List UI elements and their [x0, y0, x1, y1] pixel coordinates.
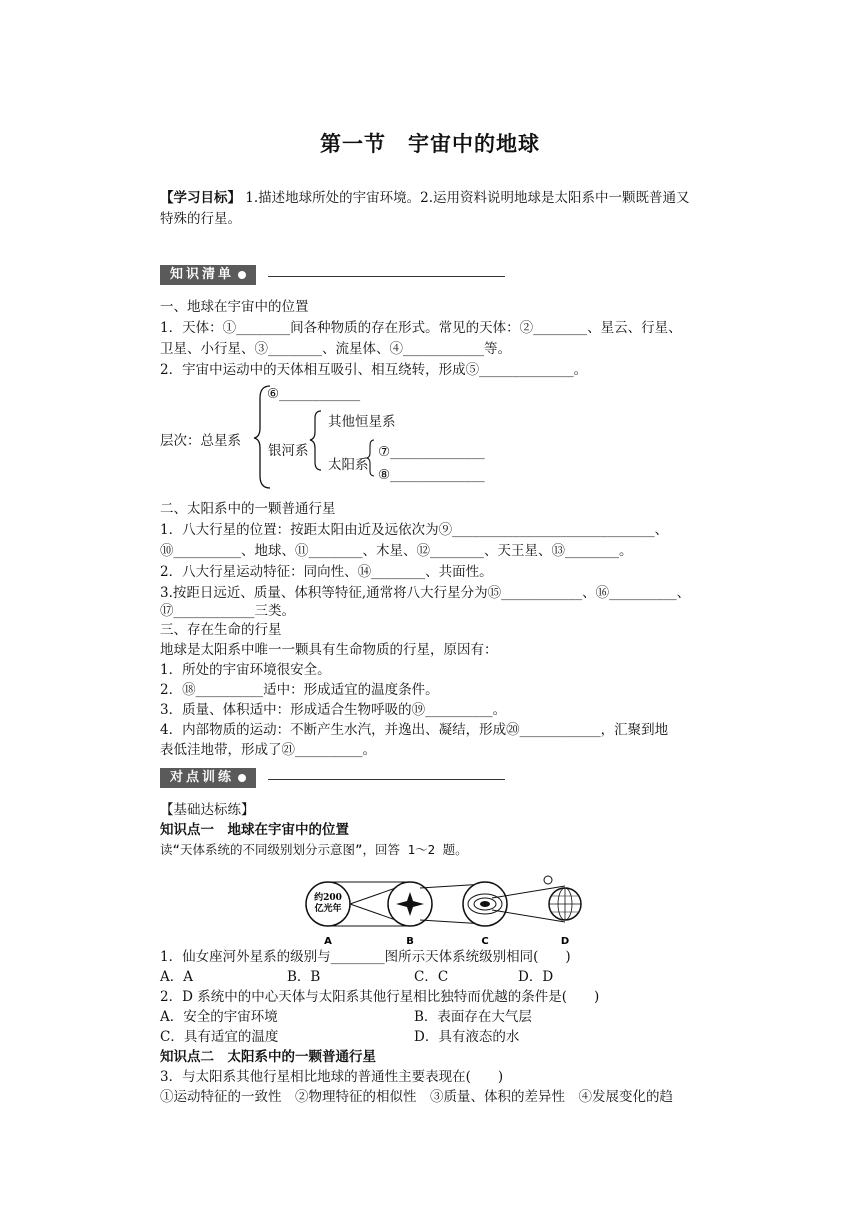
s2-heading: 二、太阳系中的一颗普通行星 — [160, 501, 336, 517]
s3-p2: 2．⑱__________适中：形成适宜的温度条件。 — [160, 682, 439, 698]
section-banner-training-label: 对点训练 — [170, 770, 235, 785]
s2-p2: 2．八大行星运动特征：同向性、⑭________、共面性。 — [160, 564, 493, 580]
objective-text-1: 1.描述地球所处的宇宙环境。2.运用资料说明地球是太阳系中一颗既普通又 — [245, 190, 690, 206]
hierarchy-item-7: ⑦______________ — [378, 444, 485, 460]
s3-p3: 3．质量、体积适中：形成适合生物呼吸的⑲__________。 — [160, 702, 507, 718]
hierarchy-item-8: ⑧______________ — [378, 467, 485, 483]
hierarchy-item-6: ⑥____________ — [267, 386, 361, 402]
bullet-dot-icon — [238, 774, 246, 782]
read-instruction: 读“天体系统的不同级别划分示意图”，回答 1～2 题。 — [160, 842, 468, 857]
section-banner-training — [160, 768, 256, 788]
knowledge-point-1: 知识点一 地球在宇宙中的位置 — [160, 822, 349, 838]
basic-label: 【基础达标练】 — [160, 802, 255, 818]
figure-label-a: A — [324, 936, 332, 947]
figure-text-1: 约200 — [314, 893, 342, 903]
question-2: 2．D 系统中的中心天体与太阳系其他行星相比独特而优越的条件是( ) — [160, 989, 600, 1005]
hierarchy-label: 层次：总星系 — [160, 433, 241, 449]
bullet-dot-icon — [238, 271, 246, 279]
hierarchy-braces — [250, 384, 390, 494]
hierarchy-solar: 太阳系 — [328, 457, 369, 473]
s3-heading: 三、存在生命的行星 — [160, 622, 282, 638]
objective-label: 【学习目标】 — [160, 190, 241, 206]
section-banner-knowledge-label: 知识清单 — [170, 267, 235, 282]
divider — [268, 779, 505, 780]
objective-text-2: 特殊的行星。 — [160, 211, 241, 227]
s3-p4a: 4．内部物质的运动：不断产生水汽，并逸出、凝结，形成⑳____________，汇聚到地 — [160, 722, 669, 738]
s3-p1: 1．所处的宇宙环境很安全。 — [160, 662, 331, 678]
q2-option-d: D．具有液态的水 — [414, 1029, 520, 1045]
celestial-systems-figure — [300, 858, 590, 948]
section-banner-knowledge — [160, 265, 256, 285]
q1-option-c: C．C — [414, 969, 449, 985]
question-3: 3．与太阳系其他行星相比地球的普通性主要表现在( ) — [160, 1069, 504, 1085]
q1-option-b: B．B — [287, 969, 321, 985]
s3-p4b: 表低洼地带，形成了㉑__________。 — [160, 742, 376, 758]
s2-p3a: 3.按距日远近、质量、体积等特征,通常将八大行星分为⑮____________、⑯__________、 — [160, 585, 691, 601]
s1-p2: 2．宇宙中运动中的天体相互吸引、相互绕转，形成⑤______________。 — [160, 362, 588, 378]
s3-intro: 地球是太阳系中唯一一颗具有生命物质的行星，原因有： — [160, 642, 498, 658]
q2-option-c: C．具有适宜的温度 — [160, 1029, 279, 1045]
hierarchy-galaxy: 银河系 — [268, 443, 309, 459]
figure-text-2: 亿光年 — [314, 904, 342, 914]
s2-p3b: ⑰____________三类。 — [160, 603, 295, 619]
page-title: 第一节 宇宙中的地球 — [320, 132, 540, 156]
q1-option-a: A．A — [160, 969, 193, 985]
divider — [268, 276, 505, 277]
s2-p1a: 1．八大行星的位置：按距太阳由近及远依次为⑨______________________________、 — [160, 522, 669, 538]
q2-option-a: A．安全的宇宙环境 — [160, 1009, 278, 1025]
s2-p1b: ⑩__________、地球、⑪________、木星、⑫________、天王星、⑬________。 — [160, 543, 633, 559]
q3-options: ①运动特征的一致性 ②物理特征的相似性 ③质量、体积的差异性 ④发展变化的趋 — [160, 1089, 673, 1105]
objective-line-1 — [160, 188, 690, 208]
figure-label-d: D — [560, 936, 570, 947]
s1-heading: 一、地球在宇宙中的位置 — [160, 299, 309, 315]
q1-option-d: D．D — [518, 969, 554, 985]
s1-p1b: 卫星、小行星、③________、流星体、④____________等。 — [160, 341, 511, 357]
hierarchy-other: 其他恒星系 — [328, 414, 396, 430]
question-1: 1．仙女座河外星系的级别与________图所示天体系统级别相同( ) — [160, 949, 571, 965]
figure-label-c: C — [481, 936, 489, 947]
figure-label-b: B — [406, 936, 414, 947]
knowledge-point-2: 知识点二 太阳系中的一颗普通行星 — [160, 1049, 376, 1065]
q2-option-b: B．表面存在大气层 — [414, 1009, 532, 1025]
s1-p1a: 1．天体：①________间各种物质的存在形式。常见的天体：②________、星云、行星、 — [160, 320, 682, 336]
